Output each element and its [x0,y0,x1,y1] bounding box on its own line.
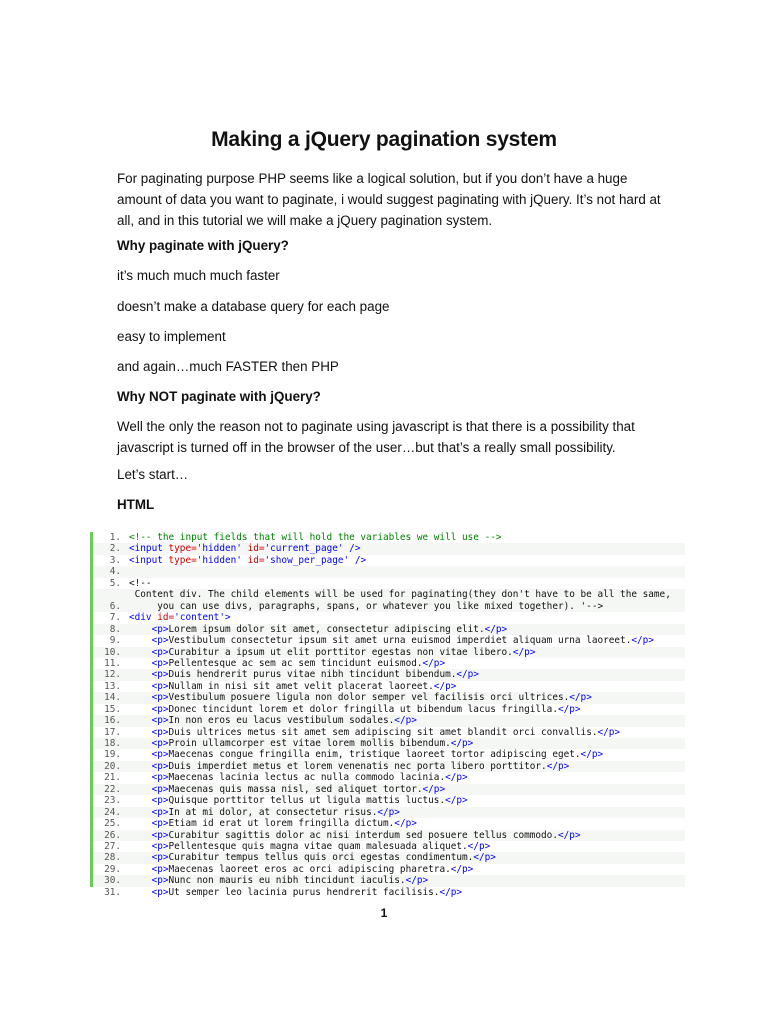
code-token: id= [157,612,175,624]
code-token: Vestibulum consectetur ipsum sit amet urna euismod imperdiet aliquam urna laoreet. [168,635,632,647]
code-token: </p> [445,772,468,784]
paragraph-lines [93,624,685,899]
line-number: 1. [109,532,121,543]
line-number: 3. [109,554,121,566]
code-text [129,807,685,818]
code-token: </p> [557,703,581,715]
code-text [129,715,685,726]
code-token: </p> [580,749,604,761]
code-token: 'current_page' [264,543,350,555]
line-number: 7. [109,612,121,624]
line-number: 31. [104,886,121,898]
code-token: Ut semper leo lacinia purus hendrerit facilisis. [168,886,440,898]
line-number: 23. [104,795,121,807]
code-token: > [224,612,231,624]
code-token: </p> [450,863,474,875]
line-number: 14. [104,692,121,704]
code-token: 'hidden' [196,554,248,566]
code-token: <p> [151,818,169,830]
line-number: 30. [104,875,121,887]
code-token: </p> [484,623,508,635]
code-token: <p> [151,635,169,647]
line-number: 28. [104,852,121,864]
code-text [129,612,685,623]
code-line [93,727,685,738]
code-token: In non eros eu lacus vestibulum sodales. [168,715,395,727]
code-token: <p> [151,646,169,658]
code-token: </p> [394,818,417,830]
reason-2: doesn’t make a database query for each page [117,299,390,314]
line-number: 12. [104,669,121,681]
line-number: 19. [104,749,121,761]
code-text [129,624,685,635]
code-token: /> [349,543,361,555]
line-number: 2. [109,543,121,555]
code-token: Maecenas quis massa nisl, sed aliquet tortor. [168,783,423,795]
code-line [93,578,685,589]
code-line [93,589,685,612]
code-line [93,749,685,760]
code-token: </p> [467,840,491,852]
code-line [93,692,685,703]
code-comment-text: Content div. The child elements will be used for paginating(they don't have to be all the same, [129,589,671,601]
code-token: Pellentesque quis magna vitae quam malesuada aliquet. [168,840,468,852]
code-token: </p> [422,657,446,669]
line-number: 27. [104,840,121,852]
code-line [93,669,685,680]
code-text [129,795,685,806]
code-token: <p> [151,623,169,635]
code-token: <p> [151,738,169,749]
code-text [129,543,685,554]
code-token: type= [168,554,197,566]
code-token: Duis ultrices metus sit amet sem adipiscing sit amet blandit orci convallis. [168,726,598,738]
line-number: 24. [104,806,121,818]
code-line [93,543,685,554]
code-token: <p> [151,680,169,692]
html-heading: HTML [117,497,155,512]
code-token: Maecenas lacinia lectus ac nulla commodo lacinia. [168,772,446,784]
code-token: <div [129,612,158,624]
line-number: 13. [104,680,121,692]
code-token: </p> [557,829,581,841]
code-text [129,772,685,783]
line-number: 11. [104,657,121,669]
code-text [129,589,685,612]
code-token: /> [354,554,367,566]
code-line [93,830,685,841]
code-text [129,681,685,692]
reason-1: it’s much much much faster [117,268,280,283]
code-token: id= [247,554,265,566]
code-line [93,784,685,795]
code-line [93,704,685,715]
code-text [129,818,685,829]
code-token: <input [129,543,169,555]
code-line [93,566,685,577]
code-token: 'show_per_page' [264,554,355,566]
code-comment-text: you can use divs, paragraphs, spans, or whatever you like mixed together). '--> [129,600,604,612]
line-number: 25. [104,818,121,830]
code-line [93,532,685,543]
code-token: Etiam id erat ut lorem fringilla dictum. [168,818,395,830]
code-token: <p> [151,863,169,875]
code-token: <p> [151,829,169,841]
reason-3: easy to implement [117,329,226,344]
code-token: </p> [439,886,463,898]
code-token: type= [168,543,197,555]
code-token: <p> [151,772,169,784]
code-token: </p> [631,635,654,647]
code-token: Duis imperdiet metus et lorem venenatis nec porta libero porttitor. [168,760,547,772]
code-token: <p> [151,795,169,807]
lets-start: Let’s start… [117,467,189,482]
code-token: Quisque porttitor tellus ut ligula mattis luctus. [168,795,446,807]
code-token: id= [247,543,265,555]
code-line [93,738,685,749]
code-token: Donec tincidunt lorem et dolor fringilla ut bibendum lacus fringilla. [168,703,558,715]
line-number: 16. [104,715,121,727]
code-line [93,647,685,658]
code-token: </p> [473,852,496,864]
code-text [129,704,685,715]
line-number: 21. [104,772,121,784]
page-number: 1 [380,906,388,920]
code-token: </p> [433,680,457,692]
line-number: 8. [109,623,121,635]
code-text [129,692,685,703]
code-text: <!-- [129,577,152,589]
code-text [129,647,685,658]
code-token: Lorem ipsum dolor sit amet, consectetur adipiscing elit. [168,623,485,635]
line-number: 10. [104,646,121,658]
code-text [129,635,685,646]
code-token: </p> [597,726,621,738]
code-text [129,738,685,749]
code-token: <p> [151,886,169,898]
code-text [129,749,685,760]
code-line [93,761,685,772]
code-text [129,887,685,898]
why-not-heading: Why NOT paginate with jQuery? [117,389,321,404]
code-token: <p> [151,783,169,795]
code-token: </p> [422,783,446,795]
code-token: <p> [151,669,169,681]
code-token: Vestibulum posuere ligula non dolor semper vel facilisis orci ultrices. [168,692,570,704]
code-text [129,841,685,852]
code-token: Maecenas congue fringilla enim, tristique laoreet tortor adipiscing eget. [168,749,581,761]
intro-paragraph: For paginating purpose PHP seems like a logical solution, but if you don’t have a huge amount of data you want to paginate, i would suggest paginating with jQuery. It’s not hard at all, and in this tutorial we will make a jQuery pagination system. [117,171,661,228]
code-line [93,875,685,886]
code-token: Curabitur sagittis dolor ac nisi interdum sed posuere tellus commodo. [168,829,558,841]
line-number: 15. [104,703,121,715]
code-line [93,841,685,852]
code-text [129,864,685,875]
code-text [129,727,685,738]
page-title: Making a jQuery pagination system [211,128,557,151]
code-token: <p> [151,657,169,669]
code-token: <p> [151,852,169,864]
code-line [93,887,685,898]
line-number: 18. [104,738,121,749]
code-token: Nunc non mauris eu nibh tincidunt iaculis. [168,875,406,887]
code-token: <p> [151,806,169,818]
code-token: <p> [151,715,169,727]
code-text: <!-- the input fields that will hold the variables we will use --> [129,532,502,543]
code-line [93,681,685,692]
code-line [93,658,685,669]
code-token: </p> [394,715,417,727]
code-text [129,875,685,886]
code-token: </p> [405,875,429,887]
line-number: 17. [104,726,121,738]
code-token: </p> [445,795,468,807]
line-number: 26. [104,829,121,841]
code-token: </p> [512,646,536,658]
code-text [129,784,685,795]
code-token: Curabitur tempus tellus quis orci egestas condimentum. [168,852,474,864]
code-text [129,658,685,669]
code-token: </p> [456,669,479,681]
code-line [93,852,685,863]
line-number: 9. [109,635,121,647]
code-line [93,818,685,829]
line-number: 22. [104,783,121,795]
code-text [129,852,685,863]
code-token: Pellentesque ac sem ac sem tincidunt euismod. [168,657,423,669]
line-number: 29. [104,863,121,875]
code-line [93,612,685,623]
code-text [129,830,685,841]
code-token: </p> [450,738,474,749]
why-not-paragraph: Well the only the reason not to paginate using javascript is that there is a possibility that javascript is turned off in the browser of the user…but that’s a really small possibility. [117,419,635,455]
code-line [93,635,685,646]
code-line [93,772,685,783]
code-text [129,761,685,772]
code-text [129,566,685,577]
line-number: 4. [109,566,121,578]
code-token: </p> [546,760,570,772]
code-line [93,864,685,875]
line-number: 5. [109,577,121,589]
reason-4: and again…much FASTER then PHP [117,359,339,374]
code-token: <p> [151,692,169,704]
why-heading: Why paginate with jQuery? [117,238,289,253]
code-token: <p> [151,840,169,852]
code-token: Maecenas laoreet eros ac orci adipiscing pharetra. [168,863,451,875]
code-token: <p> [151,875,169,887]
code-token: <input [129,554,169,566]
code-token: 'content' [174,612,225,624]
code-token: </p> [377,806,400,818]
code-text [129,669,685,680]
code-line [93,555,685,566]
code-token: 'hidden' [196,543,248,555]
code-token: Nullam in nisi sit amet velit placerat laoreet. [168,680,434,692]
code-line [93,715,685,726]
code-line [93,807,685,818]
code-token: Curabitur a ipsum ut elit porttitor egestas non vitae libero. [168,646,513,658]
code-token: Proin ullamcorper est vitae lorem mollis bibendum. [168,738,451,749]
code-token: <p> [151,726,169,738]
code-text [129,555,685,566]
line-number: 6. [109,600,121,612]
code-line [93,795,685,806]
line-number: 20. [104,760,121,772]
code-token: In at mi dolor, at consectetur risus. [168,806,378,818]
code-token: <p> [151,749,169,761]
code-block [90,532,685,898]
code-token: <p> [151,760,169,772]
code-token: </p> [569,692,592,704]
code-token: <p> [151,703,169,715]
code-line [93,624,685,635]
code-token: Duis hendrerit purus vitae nibh tincidunt bibendum. [168,669,457,681]
